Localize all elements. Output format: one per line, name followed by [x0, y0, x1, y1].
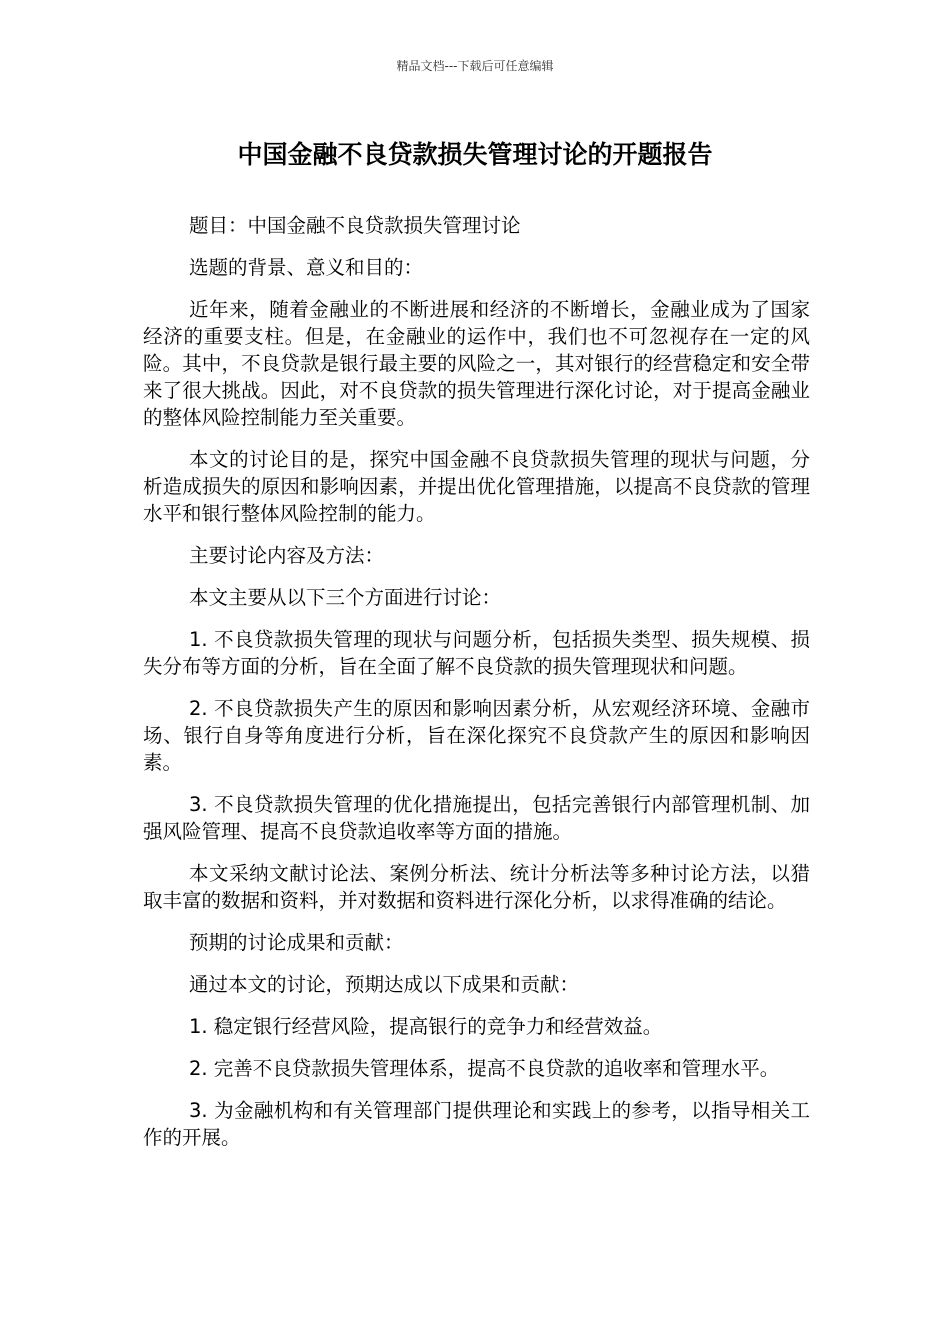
document-body — [143, 212, 810, 1166]
paragraph-content-item-3: 3. 不良贷款损失管理的优化措施提出，包括完善银行内部管理机制、加强风险管理、提高不良贷款追收率等方面的措施。 — [143, 793, 810, 843]
paragraph-methods: 本文采纳文献讨论法、案例分析法、统计分析法等多种讨论方法，以猎取丰富的数据和资料，并对数据和资料进行深化分析，以求得准确的结论。 — [143, 862, 810, 912]
paragraph-content-intro: 本文主要从以下三个方面进行讨论： — [189, 586, 502, 609]
paragraph-purpose: 本文的讨论目的是，探究中国金融不良贷款损失管理的现状与问题，分析造成损失的原因和影响因素，并提出优化管理措施，以提高不良贷款的管理水平和银行整体风险控制的能力。 — [143, 448, 810, 525]
paragraph-topic: 题目：中国金融不良贷款损失管理讨论 — [189, 214, 521, 237]
paragraph-content-item-1: 1. 不良贷款损失管理的现状与问题分析，包括损失类型、损失规模、损失分布等方面的分析，旨在全面了解不良贷款的损失管理现状和问题。 — [143, 628, 810, 678]
paragraph-content-heading: 主要讨论内容及方法： — [189, 544, 385, 567]
paragraph-results-heading: 预期的讨论成果和贡献： — [189, 931, 404, 954]
paragraph-background-heading: 选题的背景、意义和目的： — [189, 256, 424, 279]
document-title: 中国金融不良贷款损失管理讨论的开题报告 — [237, 140, 713, 169]
paragraph-content-item-2: 2. 不良贷款损失产生的原因和影响因素分析，从宏观经济环境、金融市场、银行自身等角度进行分析，旨在深化探究不良贷款产生的原因和影响因素。 — [143, 697, 810, 774]
paragraph-results-item-3: 3. 为金融机构和有关管理部门提供理论和实践上的参考，以指导相关工作的开展。 — [143, 1099, 810, 1149]
header-note: 精品文档---下载后可任意编辑 — [396, 59, 554, 73]
paragraph-results-item-1: 1. 稳定银行经营风险，提高银行的竞争力和经营效益。 — [189, 1015, 663, 1038]
paragraph-background: 近年来，随着金融业的不断进展和经济的不断增长，金融业成为了国家经济的重要支柱。但是，在金融业的运作中，我们也不可忽视存在一定的风险。其中，不良贷款是银行最主要的风险之一，其对银行的经营稳定和安全带来了很大挑战。因此，对不良贷款的损失管理进行深化讨论，对于提高金融业的整体风险控制能力至关重要。 — [143, 298, 810, 429]
paragraph-results-item-2: 2. 完善不良贷款损失管理体系，提高不良贷款的追收率和管理水平。 — [189, 1057, 780, 1080]
paragraph-results-intro: 通过本文的讨论，预期达成以下成果和贡献： — [189, 973, 580, 996]
